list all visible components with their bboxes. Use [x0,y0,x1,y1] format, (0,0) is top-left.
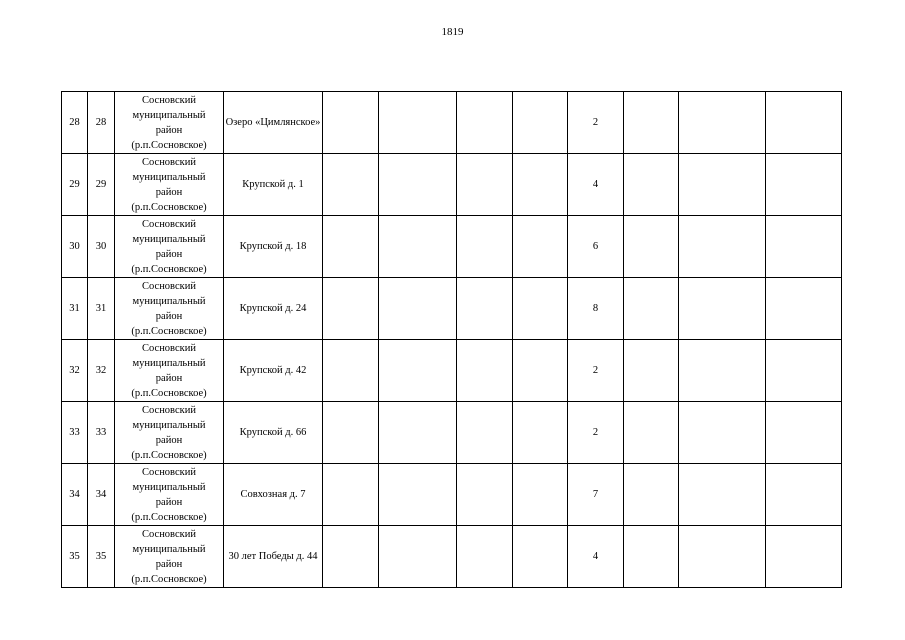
row-number-cell: 32 [62,340,88,402]
empty-cell [624,464,679,526]
district-line: Сосновский [142,466,196,478]
empty-cell [379,216,457,278]
address-cell: Озеро «Цимлянское» [224,92,323,154]
district-cell [115,526,224,588]
district-line: район [155,124,183,136]
district-line: муниципальный [132,543,206,555]
district-line: район [155,558,183,570]
row-number-cell: 35 [62,526,88,588]
row-number-cell: 28 [62,92,88,154]
table-row [62,92,842,154]
row-index-cell: 31 [88,278,115,340]
district-line: (р.п.Сосновское) [131,325,207,337]
address-cell: Крупской д. 66 [224,402,323,464]
empty-cell [513,216,568,278]
district-line: Сосновский [142,156,196,168]
empty-cell [379,340,457,402]
empty-cell [457,526,513,588]
table-body [62,92,842,588]
empty-cell [457,340,513,402]
empty-cell [679,526,766,588]
empty-cell [624,154,679,216]
district-line: (р.п.Сосновское) [131,449,207,461]
empty-cell [323,402,379,464]
district-cell [115,402,224,464]
count-cell: 2 [568,92,624,154]
empty-cell [457,278,513,340]
district-line: муниципальный [132,171,206,183]
empty-cell [323,216,379,278]
empty-cell [766,154,842,216]
table-row [62,340,842,402]
address-cell: Совхозная д. 7 [224,464,323,526]
empty-cell [513,278,568,340]
row-number-cell: 30 [62,216,88,278]
empty-cell [379,402,457,464]
empty-cell [379,278,457,340]
empty-cell [457,92,513,154]
empty-cell [679,402,766,464]
address-cell: Крупской д. 18 [224,216,323,278]
empty-cell [513,340,568,402]
empty-cell [513,154,568,216]
empty-cell [766,278,842,340]
district-cell [115,340,224,402]
district-line: муниципальный [132,295,206,307]
empty-cell [624,216,679,278]
empty-cell [379,92,457,154]
empty-cell [624,402,679,464]
empty-cell [766,216,842,278]
district-line: Сосновский [142,280,196,292]
district-line: (р.п.Сосновское) [131,263,207,275]
empty-cell [766,340,842,402]
empty-cell [766,464,842,526]
empty-cell [323,464,379,526]
count-cell: 4 [568,154,624,216]
district-line: Сосновский [142,218,196,230]
district-line: муниципальный [132,233,206,245]
table-row [62,402,842,464]
empty-cell [513,526,568,588]
district-line: муниципальный [132,419,206,431]
empty-cell [679,154,766,216]
empty-cell [323,278,379,340]
row-index-cell: 28 [88,92,115,154]
empty-cell [679,464,766,526]
row-index-cell: 33 [88,402,115,464]
empty-cell [323,340,379,402]
district-cell [115,92,224,154]
district-line: район [155,186,183,198]
district-line: район [155,248,183,260]
empty-cell [679,340,766,402]
district-line: Сосновский [142,404,196,416]
empty-cell [624,526,679,588]
district-cell [115,216,224,278]
row-index-cell: 35 [88,526,115,588]
address-cell: Крупской д. 42 [224,340,323,402]
district-line: Сосновский [142,94,196,106]
empty-cell [379,526,457,588]
row-number-cell: 29 [62,154,88,216]
count-cell: 2 [568,402,624,464]
district-line: (р.п.Сосновское) [131,511,207,523]
empty-cell [513,402,568,464]
empty-cell [766,402,842,464]
empty-cell [513,464,568,526]
address-cell: 30 лет Победы д. 44 [224,526,323,588]
count-cell: 7 [568,464,624,526]
district-cell [115,278,224,340]
table-row [62,464,842,526]
district-line: (р.п.Сосновское) [131,573,207,585]
district-line: муниципальный [132,481,206,493]
empty-cell [624,278,679,340]
count-cell: 8 [568,278,624,340]
empty-cell [457,464,513,526]
empty-cell [457,402,513,464]
empty-cell [766,92,842,154]
row-index-cell: 30 [88,216,115,278]
district-line: район [155,372,183,384]
row-number-cell: 33 [62,402,88,464]
district-cell [115,154,224,216]
address-cell: Крупской д. 1 [224,154,323,216]
row-index-cell: 29 [88,154,115,216]
empty-cell [679,216,766,278]
data-table [61,91,842,588]
district-cell [115,464,224,526]
count-cell: 4 [568,526,624,588]
row-index-cell: 34 [88,464,115,526]
empty-cell [513,92,568,154]
district-line: муниципальный [132,109,206,121]
count-cell: 6 [568,216,624,278]
empty-cell [323,92,379,154]
district-line: (р.п.Сосновское) [131,139,207,151]
empty-cell [379,464,457,526]
empty-cell [624,340,679,402]
table-row [62,278,842,340]
table-row [62,154,842,216]
district-line: район [155,434,183,446]
row-index-cell: 32 [88,340,115,402]
district-line: (р.п.Сосновское) [131,387,207,399]
district-line: район [155,496,183,508]
district-line: Сосновский [142,528,196,540]
district-line: район [155,310,183,322]
row-number-cell: 31 [62,278,88,340]
page-number: 1819 [441,26,464,38]
address-cell: Крупской д. 24 [224,278,323,340]
empty-cell [624,92,679,154]
table-row [62,216,842,278]
empty-cell [679,92,766,154]
empty-cell [379,154,457,216]
district-line: Сосновский [142,342,196,354]
district-line: (р.п.Сосновское) [131,201,207,213]
table-row [62,526,842,588]
empty-cell [766,526,842,588]
row-number-cell: 34 [62,464,88,526]
district-line: муниципальный [132,357,206,369]
empty-cell [457,216,513,278]
empty-cell [323,526,379,588]
count-cell: 2 [568,340,624,402]
empty-cell [457,154,513,216]
empty-cell [323,154,379,216]
empty-cell [679,278,766,340]
